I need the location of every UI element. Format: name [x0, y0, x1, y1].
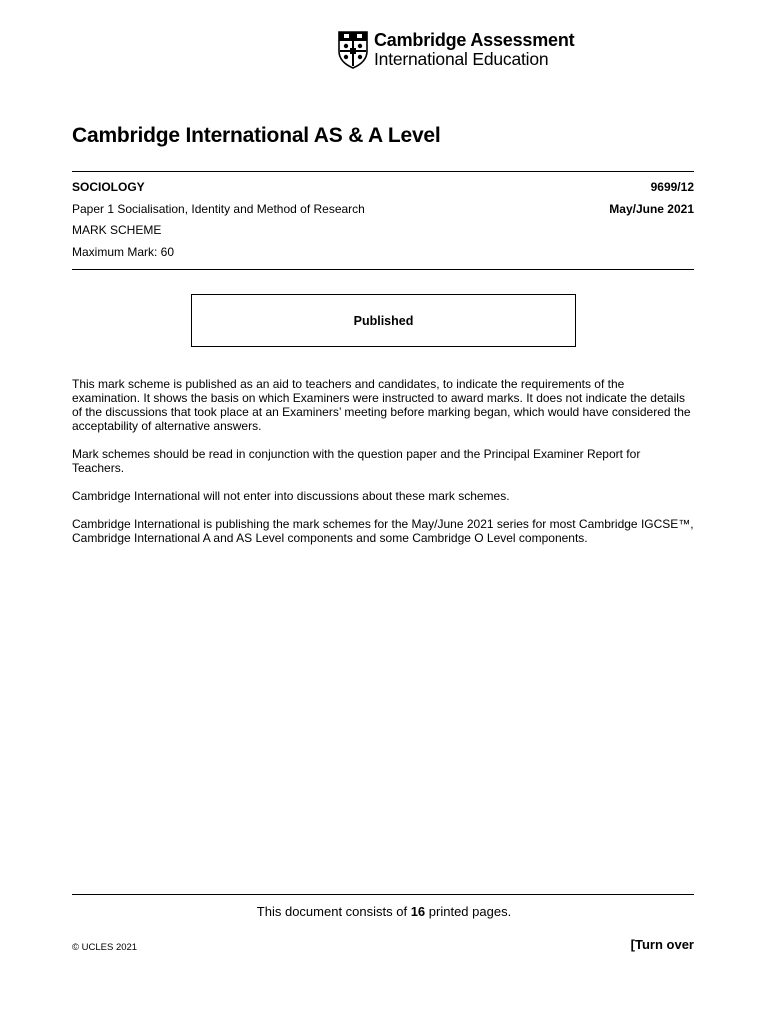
paragraph: Cambridge International is publishing the mark schemes for the May/June 2021 series for most Cambridge IGCSE™, Cambridge International A and AS Level components and some Cambridge O Level components. [72, 517, 694, 545]
logo-title: Cambridge Assessment [374, 30, 575, 50]
page-count: 16 [410, 904, 426, 919]
paper-title: Paper 1 Socialisation, Identity and Method of Research [72, 202, 365, 216]
page-title: Cambridge International AS & A Level [72, 124, 441, 147]
paragraph: This mark scheme is published as an aid to teachers and candidates, to indicate the requirements of the examination. It shows the basis on which Examiners were instructed to award marks. It does not indicate the details of the discussions that took place at an Examiners’ meeting before marking began, which would have considered the acceptability of alternative answers. [72, 377, 691, 433]
paragraph: Cambridge International will not enter into discussions about these mark schemes. [72, 489, 510, 503]
turn-over: [Turn over [630, 937, 694, 952]
status-label: Published [353, 313, 414, 328]
logo-subtitle: International Education [374, 49, 549, 69]
document-type: MARK SCHEME [72, 223, 162, 237]
divider-middle [72, 269, 694, 270]
status-box [191, 294, 576, 347]
copyright: © UCLES 2021 [72, 942, 138, 953]
subject: SOCIOLOGY [72, 180, 145, 194]
cambridge-shield-icon [338, 31, 368, 69]
page-count-prefix: This document consists of [256, 904, 411, 919]
page-count-note [0, 904, 768, 919]
paragraph: Mark schemes should be read in conjunction with the question paper and the Principal Examiner Report for Teachers. [72, 447, 641, 475]
syllabus-code: 9699/12 [650, 180, 694, 194]
divider-top [72, 171, 694, 172]
exam-session: May/June 2021 [609, 202, 694, 216]
logo [338, 30, 574, 70]
maximum-mark: Maximum Mark: 60 [72, 245, 175, 259]
divider-bottom [72, 894, 694, 895]
page-count-suffix: printed pages. [425, 904, 512, 919]
intro-text [72, 377, 694, 559]
